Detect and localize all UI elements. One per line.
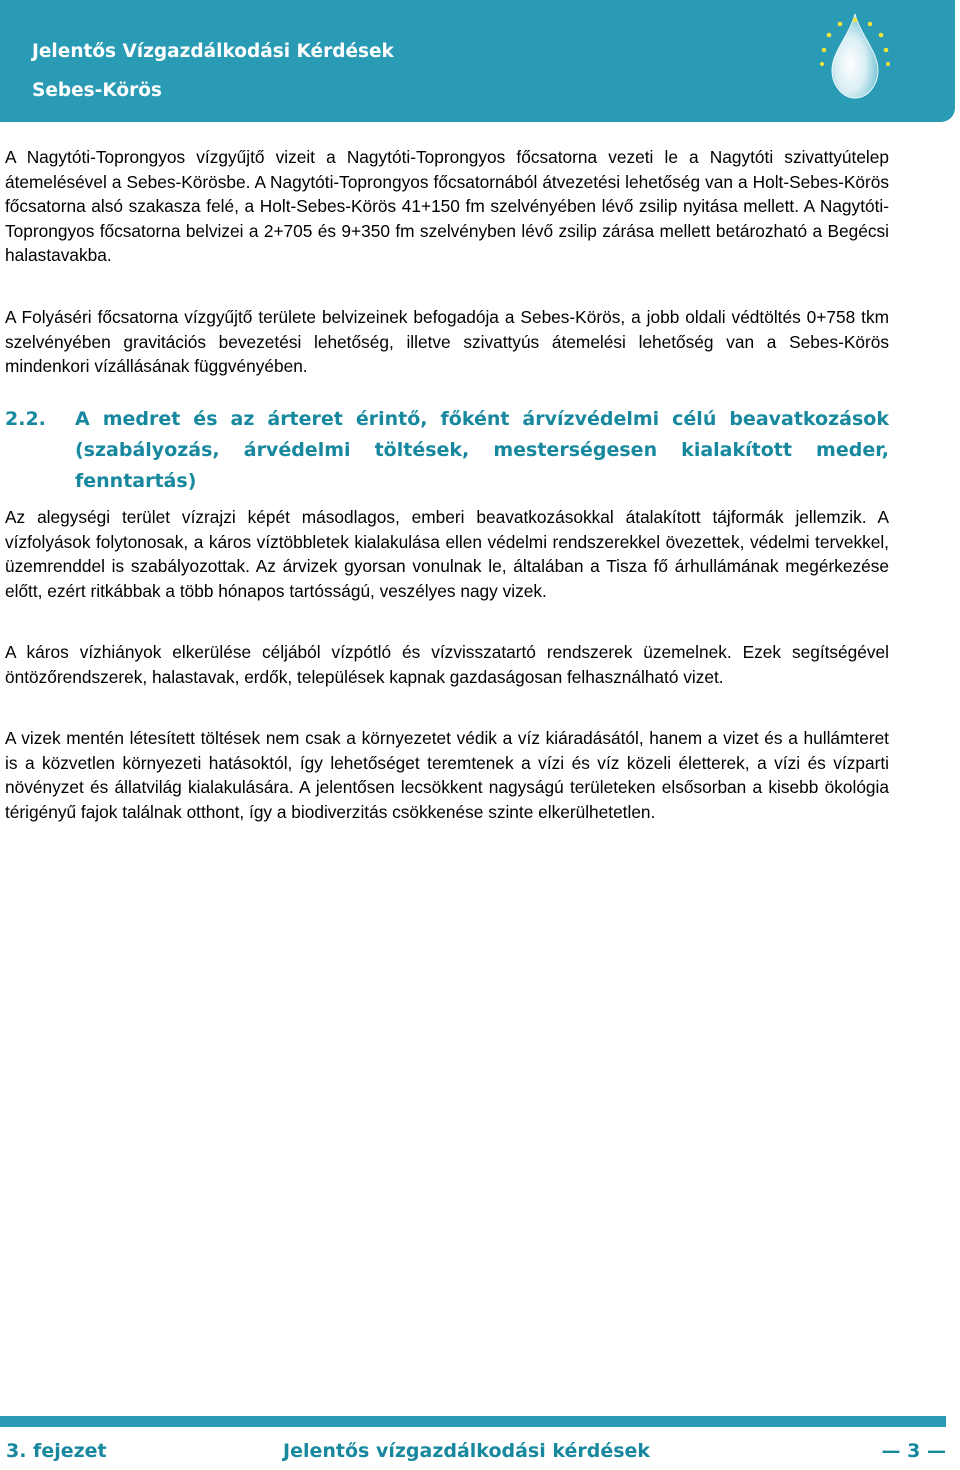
paragraph-5-text: A vizek mentén létesített töltések nem csak a környezetet védik a víz kiáradásától, hanem a vizet és a hullámteret is a közvetlen környezeti hatásoktól, így lehetőséget teremtenek a vízi és víz közeli életterek, a vízi és vízparti növényzet és állatvilág kialakulására. A jelentősen lecsökkent nagyságú területeken elsősorban a kisebb ökológia térigényű fajok találnak otthont, így a biodiverzitás csökkenése szinte elkerülhetetlen. — [5, 728, 889, 822]
page-header — [0, 0, 955, 122]
section-heading — [5, 404, 889, 497]
paragraph-1-text: A Nagytóti-Toprongyos vízgyűjtő vizeit a Nagytóti-Toprongyos főcsatorna vezeti le a Nagytóti szivattyútelep átemelésével a Sebes-Körösbe. A Nagytóti-Toprongyos főcsatornából átvezetési lehetőség van a Holt-Sebes-Körös főcsatorna alsó szakasza felé, a Holt-Sebes-Körös 41+150 fm szelvényében lévő zsilip nyitása mellett. A Nagytóti-Toprongyos főcsatorna belvizei a 2+705 és 9+350 fm szelvényben lévő zsilip zárása mellett betározható a Begécsi halastavakba. — [5, 147, 889, 265]
paragraph-1 — [5, 145, 889, 268]
water-drop-eu-stars-icon — [800, 8, 910, 104]
footer-title: Jelentős vízgazdálkodási kérdések — [283, 1440, 651, 1462]
header-title: Jelentős Vízgazdálkodási Kérdések — [32, 41, 394, 62]
paragraph-3-text: Az alegységi terület vízrajzi képét másodlagos, emberi beavatkozásokkal átalakított tájformák jellemzik. A vízfolyások folytonosak, a káros víztöbbletek kialakulása ellen védelmi rendszerekkel övezettek, védelmi tervekkel, üzemrenddel is szabályozottak. Az árvizek gyorsan vonulnak le, általában a Tisza fő árhullámának megérkezése előtt, ezért ritkábbak a több hónapos tartósságú, veszélyes nagy vizek. — [5, 507, 889, 601]
paragraph-2-text: A Folyáséri főcsatorna vízgyűjtő területe belvizeinek befogadója a Sebes-Körös, a jobb oldali védtöltés 0+758 tkm szelvényében gravitációs bevezetési lehetőség, illetve szivattyús átemelési lehetőség van a Sebes-Körös mindenkori vízállásának függvényében. — [5, 307, 889, 376]
paragraph-2 — [5, 305, 889, 379]
paragraph-4-text: A káros vízhiányok elkerülése céljából vízpótló és vízvisszatartó rendszerek üzemelnek. Ezek segítségével öntözőrendszerek, halastavak, erdők, települések kapnak gazdaságosan felhasználható vizet. — [5, 642, 889, 687]
page-footer — [0, 1440, 946, 1468]
paragraph-4 — [5, 640, 889, 689]
section-number: 2.2. — [5, 408, 46, 430]
page-number: — 3 — — [881, 1440, 946, 1462]
footer-chapter: 3. fejezet — [6, 1440, 107, 1462]
footer-divider — [0, 1416, 946, 1427]
header-subtitle: Sebes-Körös — [32, 80, 162, 101]
paragraph-3 — [5, 505, 889, 603]
section-title: A medret és az árteret érintő, főként árvízvédelmi célú beavatkozások (szabályozás, árvédelmi töltések, mesterségesen kialakított meder, fenntartás) — [75, 408, 889, 492]
paragraph-5 — [5, 726, 889, 824]
